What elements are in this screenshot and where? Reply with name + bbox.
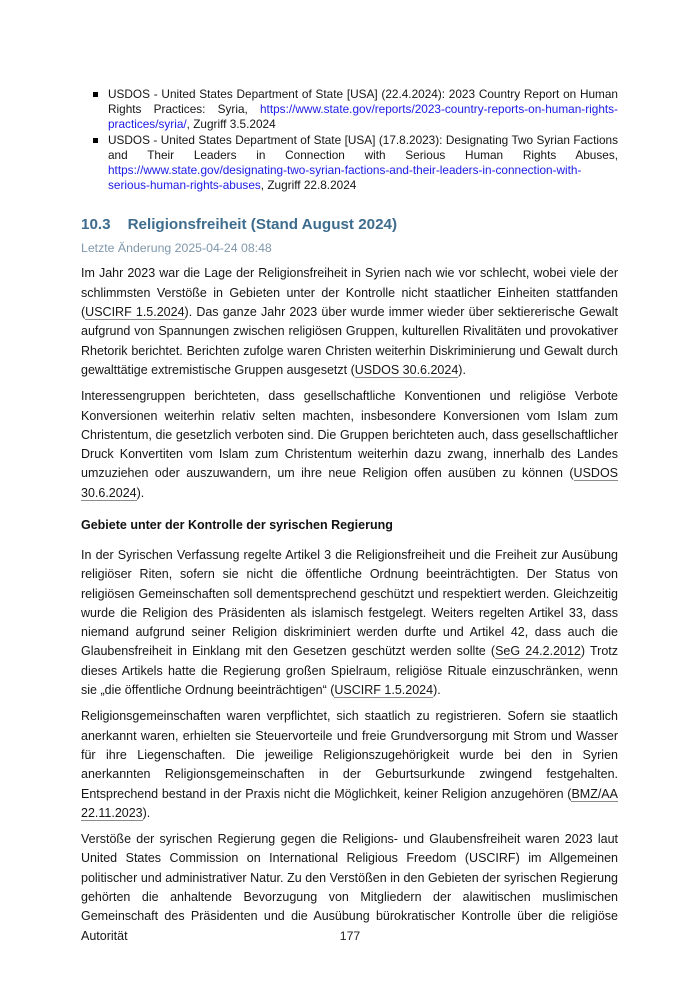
citation-link[interactable]: USDOS 30.6.2024	[354, 362, 459, 377]
body-paragraph	[81, 264, 618, 380]
text-run: Im Jahr 2023 war die Lage der Religionsfreiheit in Syrien nach wie vor schlecht, wobei viele der schlimmsten Verstöße in Gebieten unter der Kontrolle nicht staatlicher Einheiten stattfanden (	[81, 266, 618, 320]
text-run: Interessengruppen berichteten, dass gesellschaftliche Konventionen und religiöse Verbote Konversionen weiterhin relativ selten machten, insbesondere Konversionen vom Islam zum Christentum, die gesetzlich verboten sind. Die Gruppen berichteten auch, dass gesellschaftlicher Druck Konvertiten vom Islam zum Christentum weiterhin dazu zwang, innerhalb des Landes umzuziehen oder auszuwandern, um ihre neue Religion offen ausüben zu können (	[81, 389, 618, 481]
citation-link[interactable]: USDOS 30.6.2024	[81, 466, 618, 500]
square-bullet-icon	[93, 92, 98, 97]
source-item	[81, 87, 618, 133]
square-bullet-icon	[93, 138, 98, 143]
text-run: ).	[136, 485, 145, 500]
page-content	[81, 0, 618, 946]
body-paragraph	[81, 707, 618, 823]
citation-link[interactable]: SeG 24.2.2012	[495, 644, 581, 659]
section-body	[81, 264, 618, 946]
subsection-heading: Gebiete unter der Kontrolle der syrischen Regierung	[81, 517, 393, 532]
source-list	[81, 87, 618, 193]
text-run: ).	[458, 362, 466, 377]
text-run: ) Trotz dieses Artikels hatte die Regierung großen Spielraum, religiöse Rituale einzuschränken, wenn sie „die öffentliche Ordnung beeinträchtigen“ (	[81, 644, 619, 698]
text-run: USDOS - United States Department of State [USA] (22.4.2024): 2023 Country Report on Human Rights Practices: Syria,	[108, 87, 618, 117]
text-run: ).	[142, 805, 151, 820]
text-run: , Zugriff 22.8.2024	[260, 178, 357, 193]
text-run: In der Syrischen Verfassung regelte Artikel 3 die Religionsfreiheit und die Freiheit zur Ausübung religiöser Riten, sofern sie nicht die öffentliche Ordnung beeinträchtigten. Der Status von religiösen Gemeinschaften soll dementsprechend geschützt und respektiert werden. Gleichzeitig wurde die Religion des Präsidenten als islamisch festgelegt. Weiters regelten Artikel 33, dass niemand aufgrund seiner Religion diskriminiert werden durfte und Artikel 42, dass auch die Glaubensfreiheit in Einklang mit den Gesetzen geschützt werden sollte (	[81, 547, 618, 659]
text-run: Religionsgemeinschaften waren verpflichtet, sich staatlich zu registrieren. Sofern sie staatlich anerkannt waren, erhielten sie Steuervorteile und freie Grundversorgung mit Strom und Wasser für ihre Liegenschaften. Die jeweilige Religionszugehörigkeit wurde bei den in Syrien anerkannten Religionsgemeinschaften in der Geburtsurkunde zwingend festgehalten. Entsprechend bestand in der Praxis nicht die Möglichkeit, keiner Religion anzugehören (	[81, 709, 618, 801]
section-title: Religionsfreiheit (Stand August 2024)	[127, 216, 398, 234]
text-run: USDOS - United States Department of State [USA] (17.8.2023): Designating Two Syrian Factions and Their Leaders in Connection with Serious Human Rights Abuses,	[108, 132, 618, 162]
text-run: Verstöße der syrischen Regierung gegen die Religions- und Glaubensfreiheit waren 2023 laut United States Commission on International Religious Freedom (USCIRF) im Allgemeinen politischer und administrativer Natur. Zu den Verstößen in den Gebieten der syrischen Regierung gehörten die anhaltende Bevorzugung von Mitgliedern der alawitischen muslimischen Gemeinschaft des Präsidenten und die Ausübung bürokratischer Kontrolle über die religiöse Autorität	[81, 832, 618, 943]
text-run: ). Das ganze Jahr 2023 über wurde immer wieder über sektiererische Gewalt aufgrund von Spannungen zwischen religiösen Gruppen, kulturellen Rivalitäten und provokativer Rhetorik berichtet. Berichten zufolge waren Christen weiterhin Diskriminierung und Gewalt durch gewalttätige extremistische Gruppen ausgesetzt (	[81, 305, 618, 377]
last-change-note: Letzte Änderung 2025-04-24 08:48	[81, 241, 272, 256]
source-item	[81, 133, 618, 194]
section-number: 10.3	[81, 216, 111, 234]
page-number: 177	[339, 929, 361, 943]
external-link[interactable]: https://www.state.gov/reports/2023-country-reports-on-human-rights-practices/syria/	[108, 102, 618, 132]
citation-link[interactable]: USCIRF 1.5.2024	[334, 683, 434, 698]
citation-link[interactable]: USCIRF 1.5.2024	[85, 305, 185, 320]
section-heading	[81, 215, 618, 235]
body-paragraph	[81, 387, 618, 503]
text-run: ).	[433, 683, 441, 698]
external-link[interactable]: https://www.state.gov/designating-two-syrian-factions-and-their-leaders-in-connection-with-serious-human-rights-abuses	[108, 163, 582, 193]
text-run: , Zugriff 3.5.2024	[186, 117, 276, 132]
citation-link[interactable]: BMZ/AA 22.11.2023	[81, 786, 618, 820]
body-paragraph	[81, 546, 618, 700]
